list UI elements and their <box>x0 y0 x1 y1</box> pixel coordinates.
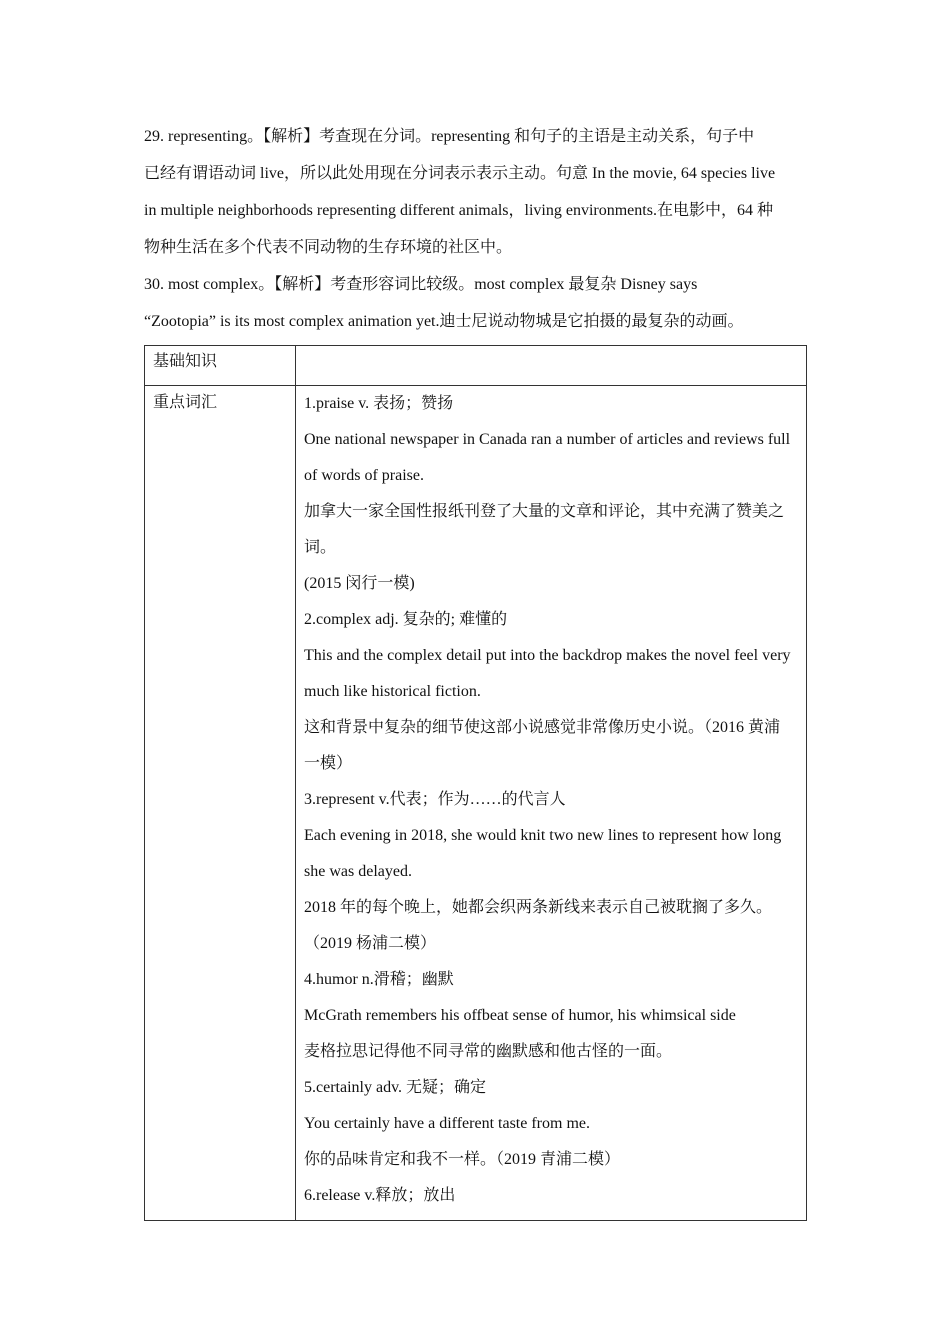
vocab-line: 6.release v.释放；放出 <box>304 1187 456 1204</box>
vocab-line: much like historical fiction. <box>304 683 481 700</box>
answer-29 <box>144 118 807 266</box>
vocab-line: 一模） <box>304 755 353 772</box>
answer-line: 30. most complex。【解析】考查形容词比较级。most complex 最复杂 Disney says <box>144 276 698 293</box>
vocab-line: You certainly have a different taste from me. <box>304 1115 590 1132</box>
table-row <box>145 386 807 1221</box>
table-header-left: 基础知识 <box>145 346 296 386</box>
vocab-line: 3.represent v.代表；作为……的代言人 <box>304 791 566 808</box>
table-header-row <box>145 346 807 386</box>
table-section-cell <box>145 386 296 1221</box>
vocab-line: she was delayed. <box>304 863 412 880</box>
vocab-line: McGrath remembers his offbeat sense of humor, his whimsical side <box>304 1007 736 1024</box>
vocab-line: 麦格拉思记得他不同寻常的幽默感和他古怪的一面。 <box>304 1043 673 1060</box>
answer-line: in multiple neighborhoods representing different animals，living environments.在电影中，64 种 <box>144 202 773 219</box>
vocab-line: 2018 年的每个晚上，她都会织两条新线来表示自己被耽搁了多久。 <box>304 899 773 916</box>
answer-30 <box>144 266 807 340</box>
vocab-line: 2.complex adj. 复杂的; 难懂的 <box>304 611 508 628</box>
answer-line: 已经有谓语动词 live，所以此处用现在分词表示表示主动。句意 In the movie, 64 species live <box>144 165 776 182</box>
vocabulary-table <box>144 345 807 1221</box>
answer-line: “Zootopia” is its most complex animation yet.迪士尼说动物城是它拍摄的最复杂的动画。 <box>144 313 744 330</box>
vocab-line: 5.certainly adv. 无疑；确定 <box>304 1079 487 1096</box>
vocab-line: (2015 闵行一模) <box>304 575 415 592</box>
vocab-line: Each evening in 2018, she would knit two new lines to represent how long <box>304 827 782 844</box>
vocab-line: 你的品味肯定和我不一样。（2019 青浦二模） <box>304 1151 621 1168</box>
vocab-line: 1.praise v. 表扬；赞扬 <box>304 395 454 412</box>
vocab-line: This and the complex detail put into the backdrop makes the novel feel very <box>304 647 791 664</box>
vocab-line: 4.humor n.滑稽；幽默 <box>304 971 454 988</box>
answer-line: 物种生活在多个代表不同动物的生存环境的社区中。 <box>144 239 513 256</box>
vocab-entries-cell <box>296 386 807 1221</box>
vocab-line: （2019 杨浦二模） <box>304 935 437 952</box>
vocab-line: 词。 <box>304 539 337 556</box>
section-label: 重点词汇 <box>153 394 218 411</box>
document-page <box>144 118 807 1221</box>
vocab-line: 这和背景中复杂的细节使这部小说感觉非常像历史小说。（2016 黄浦 <box>304 719 781 736</box>
vocab-line: of words of praise. <box>304 467 424 484</box>
table-header-right <box>296 346 807 386</box>
vocab-line: One national newspaper in Canada ran a number of articles and reviews full <box>304 431 791 448</box>
answer-line: 29. representing。【解析】考查现在分词。representing 和句子的主语是主动关系，句子中 <box>144 128 755 145</box>
vocab-line: 加拿大一家全国性报纸刊登了大量的文章和评论，其中充满了赞美之 <box>304 503 785 520</box>
